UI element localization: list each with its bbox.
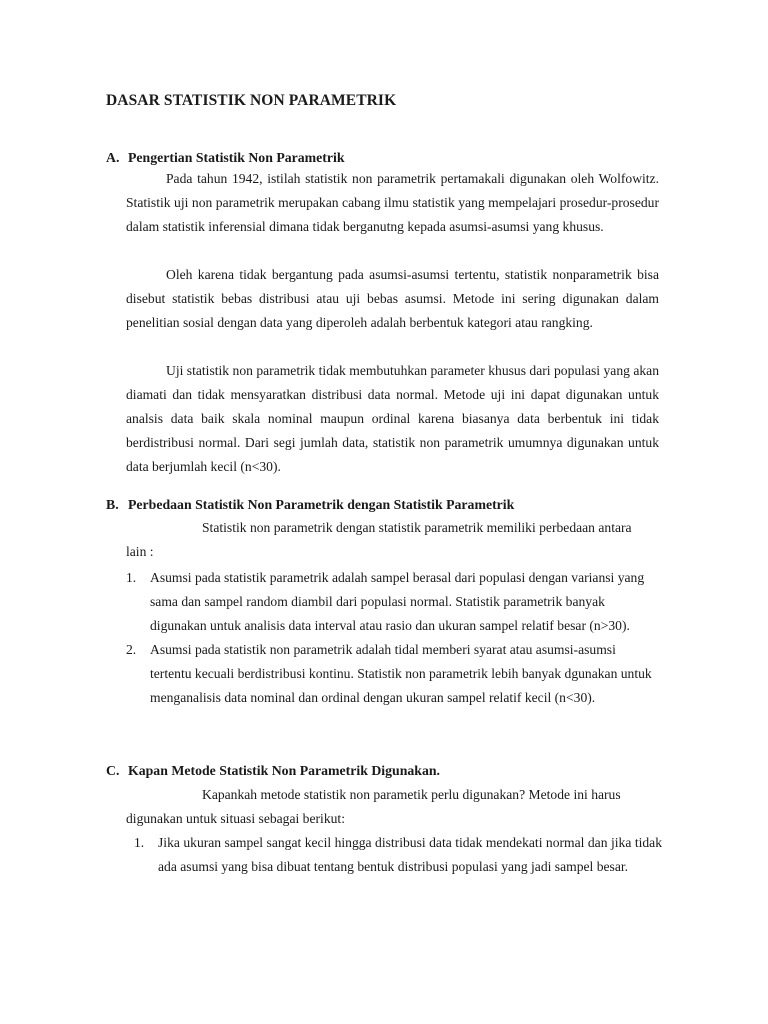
section-title: Kapan Metode Statistik Non Parametrik Digunakan. xyxy=(128,763,440,778)
paragraph: Uji statistik non parametrik tidak membutuhkan parameter khusus dari populasi yang akan diamati dan tidak mensyaratkan distribusi data normal. Metode uji ini dapat digunakan untuk analsis data baik skala nominal maupun ordinal karena biasanya data berbentuk ini tidak berdistribusi normal. Dari segi jumlah data, statistik non parametrik umumnya digunakan untuk data berjumlah kecil (n<30). xyxy=(126,363,659,474)
list-number: 1. xyxy=(134,835,145,850)
section-label: B. xyxy=(106,497,119,512)
list-text: Jika ukuran sampel sangat kecil hingga distribusi data tidak mendekati normal dan jika tidak ada asumsi yang bisa dibuat tentang bentuk distribusi populasi yang jadi sampel besar. xyxy=(158,835,662,874)
section-label: A. xyxy=(106,150,120,165)
usage-list xyxy=(134,831,662,879)
list-number: 2. xyxy=(126,642,137,657)
section-heading-a xyxy=(106,150,345,166)
list-text: Asumsi pada statistik non parametrik adalah tidal memberi syarat atau asumsi-asumsi tertentu kecuali berdistribusi kontinu. Statistik non parametrik lebih banyak dgunakan untuk menganalisis data nominal dan ordinal dengan ukuran sampel relatif kecil (n<30). xyxy=(150,642,652,705)
section-intro: Statistik non parametrik dengan statistik parametrik memiliki perbedaan antara lain : xyxy=(126,520,632,559)
document-title: DASAR STATISTIK NON PARAMETRIK xyxy=(106,92,397,109)
section-heading-b xyxy=(106,497,514,513)
list-text: Asumsi pada statistik parametrik adalah sampel berasal dari populasi dengan variansi yang sama dan sampel random diambil dari populasi normal. Statistik parametrik banyak digunakan untuk analisis data interval atau rasio dan ukuran sampel relatif besar (n>30). xyxy=(150,570,645,633)
section-title: Pengertian Statistik Non Parametrik xyxy=(128,150,345,165)
paragraph: Pada tahun 1942, istilah statistik non parametrik pertamakali digunakan oleh Wolfowitz. Statistik uji non parametrik merupakan cabang ilmu statistik yang mempelajari prosedur-prosedur dalam statistik inferensial dimana tidak berganutng kepada asumsi-asumsi yang khusus. xyxy=(126,171,659,234)
section-title: Perbedaan Statistik Non Parametrik dengan Statistik Parametrik xyxy=(128,497,515,512)
section-label: C. xyxy=(106,763,120,778)
section-intro: Kapankah metode statistik non parametik perlu digunakan? Metode ini harus digunakan untuk situasi sebagai berikut: xyxy=(126,787,621,826)
list-item xyxy=(126,638,659,710)
section-heading-c xyxy=(106,763,440,779)
paragraph: Oleh karena tidak bergantung pada asumsi-asumsi tertentu, statistik nonparametrik bisa disebut statistik bebas distribusi atau uji bebas asumsi. Metode ini sering digunakan dalam penelitian sosial dengan data yang diperoleh adalah berbentuk kategori atau rangking. xyxy=(126,267,659,330)
list-number: 1. xyxy=(126,570,137,585)
difference-list xyxy=(126,566,659,710)
list-item xyxy=(126,566,659,638)
list-item xyxy=(134,831,662,879)
